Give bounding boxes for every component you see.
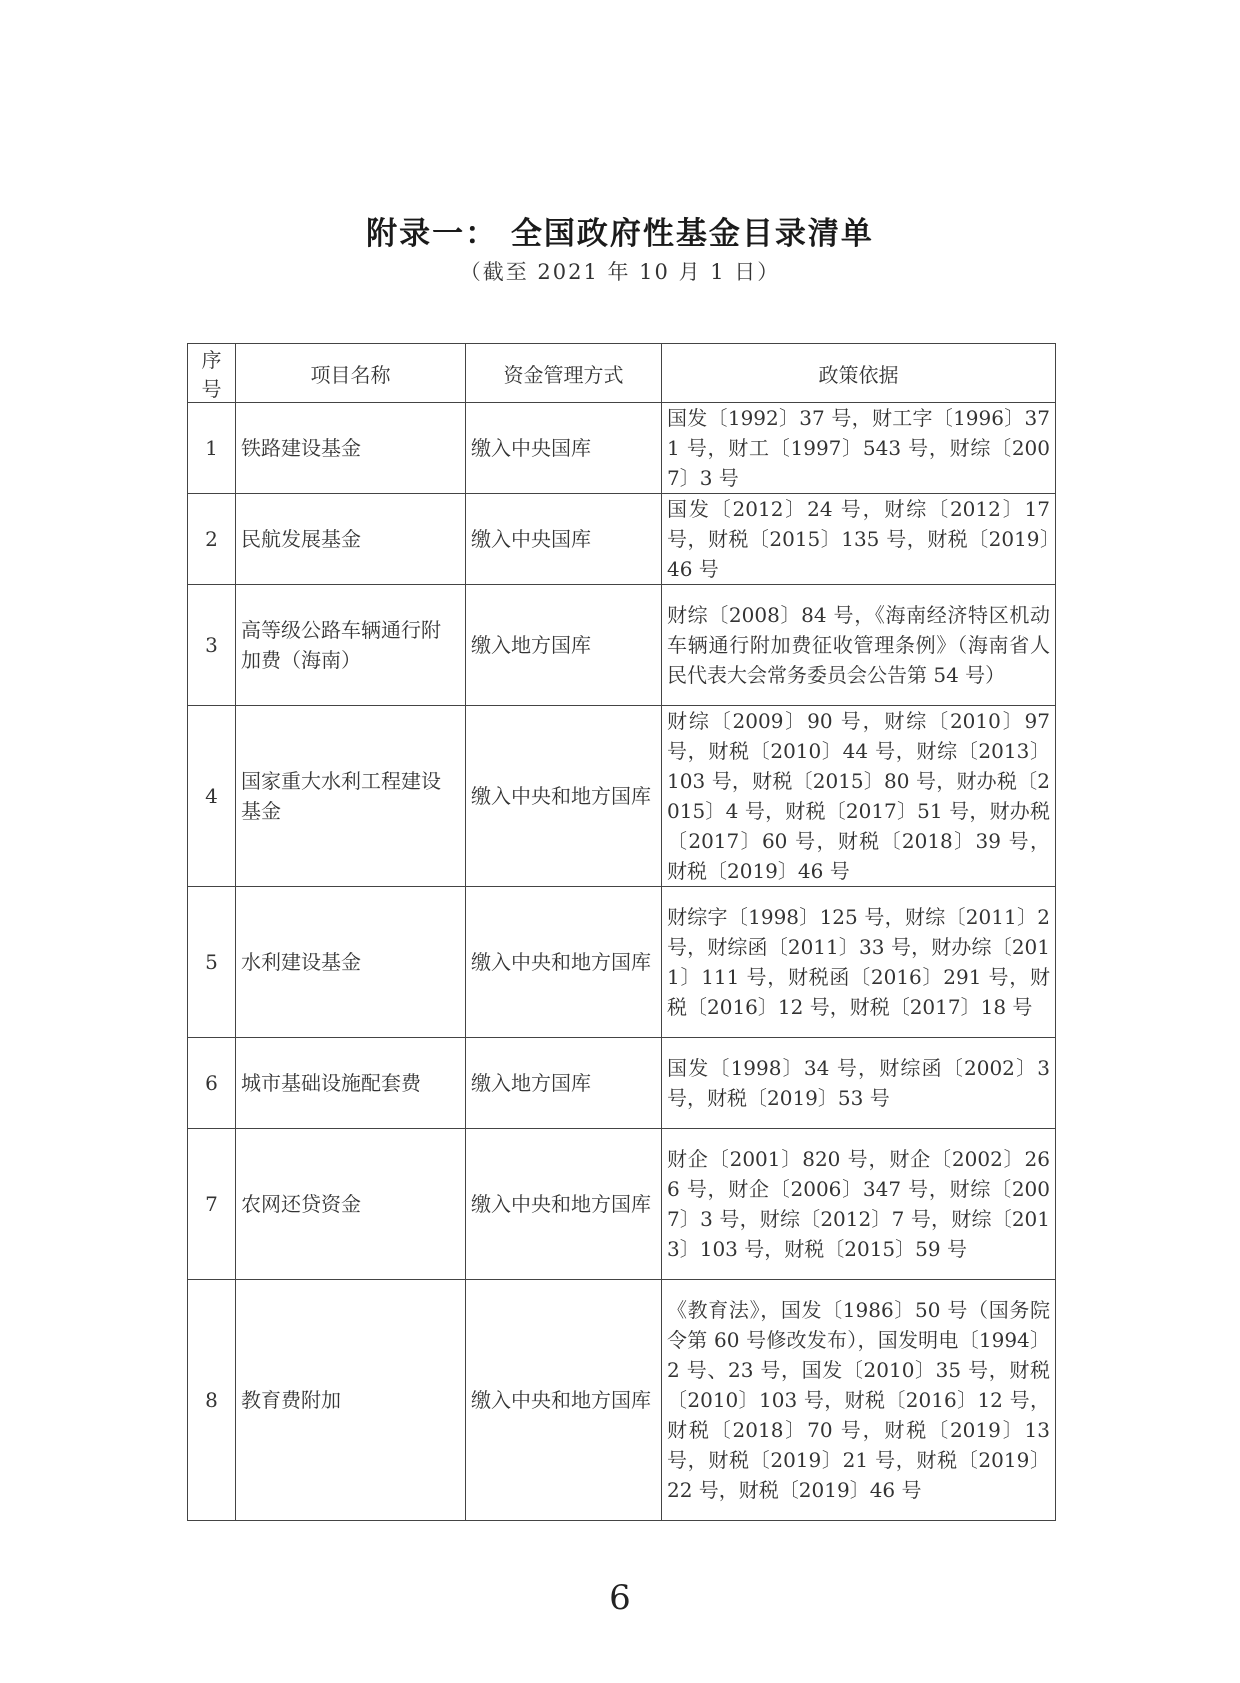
table-row	[188, 585, 1056, 706]
header-name: 项目名称	[236, 344, 466, 403]
table-row	[188, 887, 1056, 1038]
header-management: 资金管理方式	[466, 344, 662, 403]
row-management: 缴入地方国库	[466, 1038, 662, 1129]
row-name: 高等级公路车辆通行附加费（海南）	[236, 585, 466, 706]
row-name: 城市基础设施配套费	[236, 1038, 466, 1129]
row-management: 缴入中央和地方国库	[466, 1280, 662, 1521]
row-name: 教育费附加	[236, 1280, 466, 1521]
row-seq: 1	[188, 403, 236, 494]
row-basis: 财企〔2001〕820 号，财企〔2002〕266 号，财企〔2006〕347 号，财综〔2007〕3 号，财综〔2012〕7 号，财综〔2013〕103 号，财税〔2015〕59 号	[662, 1129, 1056, 1280]
row-basis: 财综〔2008〕84 号，《海南经济特区机动车辆通行附加费征收管理条例》（海南省人民代表大会常务委员会公告第 54 号）	[662, 585, 1056, 706]
page-number: 6	[609, 1578, 631, 1618]
table-row	[188, 706, 1056, 887]
header-seq: 序号	[188, 344, 236, 403]
row-seq: 7	[188, 1129, 236, 1280]
row-name: 农网还贷资金	[236, 1129, 466, 1280]
row-management: 缴入中央国库	[466, 403, 662, 494]
document-title: 附录一： 全国政府性基金目录清单	[366, 216, 874, 252]
row-basis: 财综字〔1998〕125 号，财综〔2011〕2 号，财综函〔2011〕33 号，财办综〔2011〕111 号，财税函〔2016〕291 号，财税〔2016〕12 号，财税〔2017〕18 号	[662, 887, 1056, 1038]
row-name: 国家重大水利工程建设基金	[236, 706, 466, 887]
row-seq: 3	[188, 585, 236, 706]
row-seq: 2	[188, 494, 236, 585]
row-management: 缴入地方国库	[466, 585, 662, 706]
row-basis: 国发〔2012〕24 号，财综〔2012〕17 号，财税〔2015〕135 号，财税〔2019〕46 号	[662, 494, 1056, 585]
row-seq: 8	[188, 1280, 236, 1521]
table-row	[188, 403, 1056, 494]
row-management: 缴入中央和地方国库	[466, 706, 662, 887]
table-row	[188, 494, 1056, 585]
row-management: 缴入中央国库	[466, 494, 662, 585]
row-basis: 国发〔1998〕34 号，财综函〔2002〕3 号，财税〔2019〕53 号	[662, 1038, 1056, 1129]
table-row	[188, 1038, 1056, 1129]
row-seq: 4	[188, 706, 236, 887]
header-basis: 政策依据	[662, 344, 1056, 403]
table-row	[188, 1129, 1056, 1280]
row-management: 缴入中央和地方国库	[466, 1129, 662, 1280]
row-basis: 财综〔2009〕90 号，财综〔2010〕97 号，财税〔2010〕44 号，财综〔2013〕103 号，财税〔2015〕80 号，财办税〔2015〕4 号，财税〔2017〕51 号，财办税〔2017〕60 号，财税〔2018〕39 号，财税〔2019〕46 号	[662, 706, 1056, 887]
fund-list-table	[187, 343, 1056, 1521]
document-subtitle: （截至 2021 年 10 月 1 日）	[459, 260, 781, 284]
row-name: 铁路建设基金	[236, 403, 466, 494]
row-basis: 国发〔1992〕37 号，财工字〔1996〕371 号，财工〔1997〕543 号，财综〔2007〕3 号	[662, 403, 1056, 494]
row-seq: 6	[188, 1038, 236, 1129]
table-header-row	[188, 344, 1056, 403]
table-row	[188, 1280, 1056, 1521]
row-management: 缴入中央和地方国库	[466, 887, 662, 1038]
row-seq: 5	[188, 887, 236, 1038]
row-basis: 《教育法》，国发〔1986〕50 号（国务院令第 60 号修改发布），国发明电〔1994〕2 号、23 号，国发〔2010〕35 号，财税〔2010〕103 号，财税〔2016〕12 号，财税〔2018〕70 号，财税〔2019〕13 号，财税〔2019〕21 号，财税〔2019〕22 号，财税〔2019〕46 号	[662, 1280, 1056, 1521]
row-name: 民航发展基金	[236, 494, 466, 585]
row-name: 水利建设基金	[236, 887, 466, 1038]
